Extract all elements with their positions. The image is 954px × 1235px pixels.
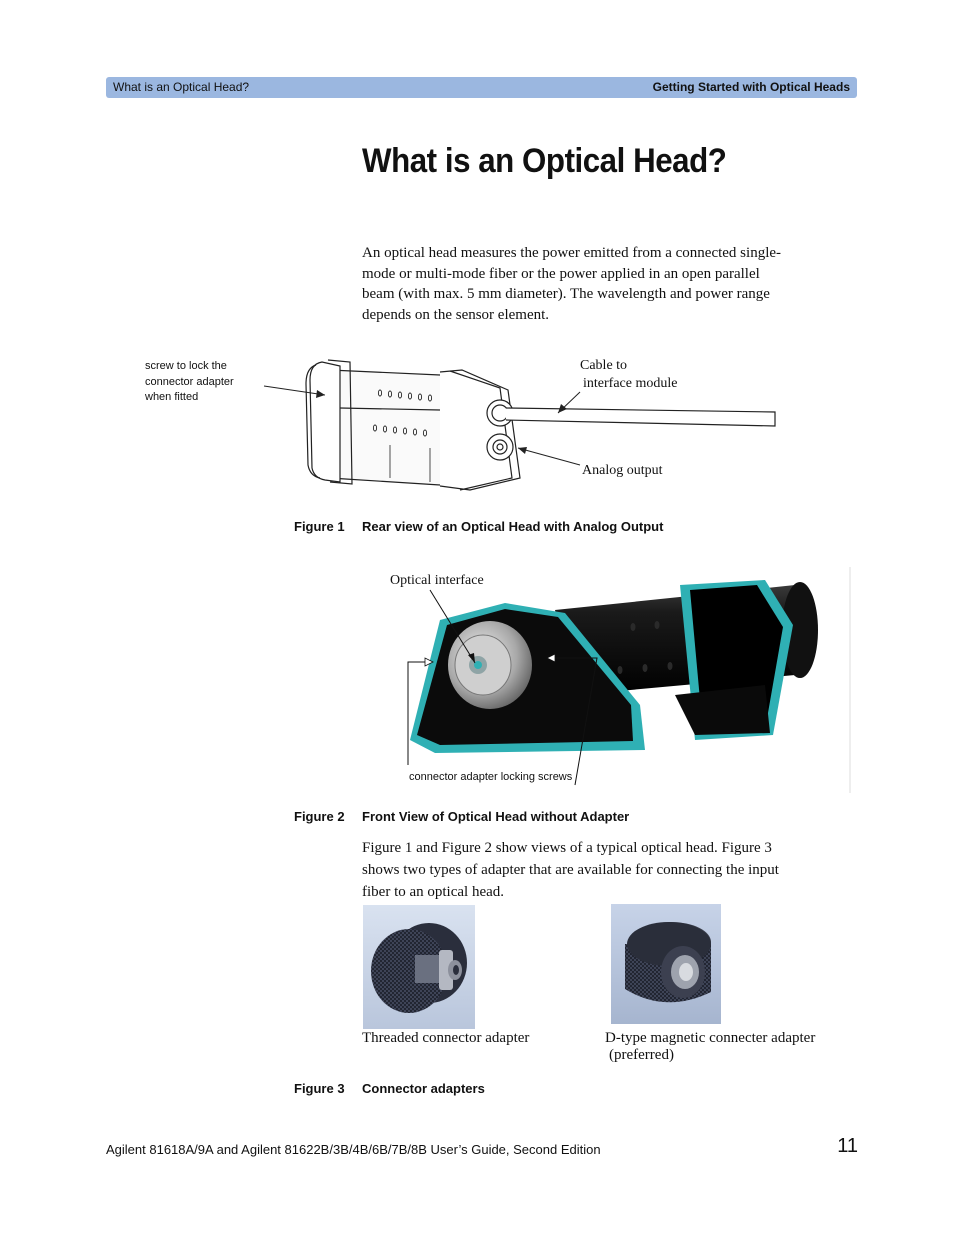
figure2-caption xyxy=(294,809,629,824)
header-chapter-title: Getting Started with Optical Heads xyxy=(652,80,850,94)
figure-caption-text: Front View of Optical Head without Adapter xyxy=(362,809,630,824)
running-header xyxy=(106,77,857,98)
label-analog-output: Analog output xyxy=(582,463,663,478)
threaded-adapter-image xyxy=(363,905,475,1029)
figure3-caption xyxy=(294,1081,485,1096)
intro-line: beam (with max. 5 mm diameter). The wavelength and power range xyxy=(362,286,770,302)
figure-caption-text: Rear view of an Optical Head with Analog Output xyxy=(362,519,664,534)
label-line: Cable to xyxy=(580,358,628,373)
header-section-title: What is an Optical Head? xyxy=(113,80,250,94)
figure1-rear-view-drawing xyxy=(140,350,790,500)
label-threaded-adapter: Threaded connector adapter xyxy=(362,1030,530,1046)
label-locking-screws: connector adapter locking screws xyxy=(409,771,573,783)
body-line: Figure 1 and Figure 2 show views of a typical optical head. Figure 3 xyxy=(362,840,772,856)
intro-paragraph xyxy=(362,243,781,325)
figure-number: Figure 1 xyxy=(294,519,345,534)
body-line: shows two types of adapter that are available for connecting the input xyxy=(362,862,779,878)
dtype-adapter-image xyxy=(611,904,721,1024)
intro-line: An optical head measures the power emitted from a connected single- xyxy=(362,245,782,261)
label-line: screw to lock the xyxy=(145,360,227,372)
page-title: What is an Optical Head? xyxy=(362,142,727,180)
intro-line: depends on the sensor element. xyxy=(362,306,550,323)
intro-line: mode or multi-mode fiber or the power applied in an open parallel xyxy=(362,265,760,282)
label-locking-screw xyxy=(145,359,234,406)
label-line: interface module xyxy=(583,376,678,391)
footer-document-title: Agilent 81618A/9A and Agilent 81622B/3B/4B/6B/7B/8B User’s Guide, Second Edition xyxy=(106,1142,601,1157)
figure-caption-text: Connector adapters xyxy=(362,1081,485,1096)
label-cable xyxy=(580,357,677,393)
label-line: (preferred) xyxy=(609,1047,674,1063)
label-line: when fitted xyxy=(145,391,199,403)
figure-number: Figure 2 xyxy=(294,809,345,824)
body-paragraph xyxy=(362,837,779,903)
figure1-caption xyxy=(294,519,663,534)
body-line: fiber to an optical head. xyxy=(362,884,505,900)
label-optical-interface: Optical interface xyxy=(390,573,484,588)
page-number: 11 xyxy=(837,1135,858,1157)
figure2-front-view-drawing xyxy=(395,565,855,795)
label-line: D-type magnetic connecter adapter xyxy=(605,1030,816,1046)
label-line: connector adapter xyxy=(145,375,234,388)
label-dtype-adapter xyxy=(605,1030,815,1064)
figure-number: Figure 3 xyxy=(294,1081,345,1096)
